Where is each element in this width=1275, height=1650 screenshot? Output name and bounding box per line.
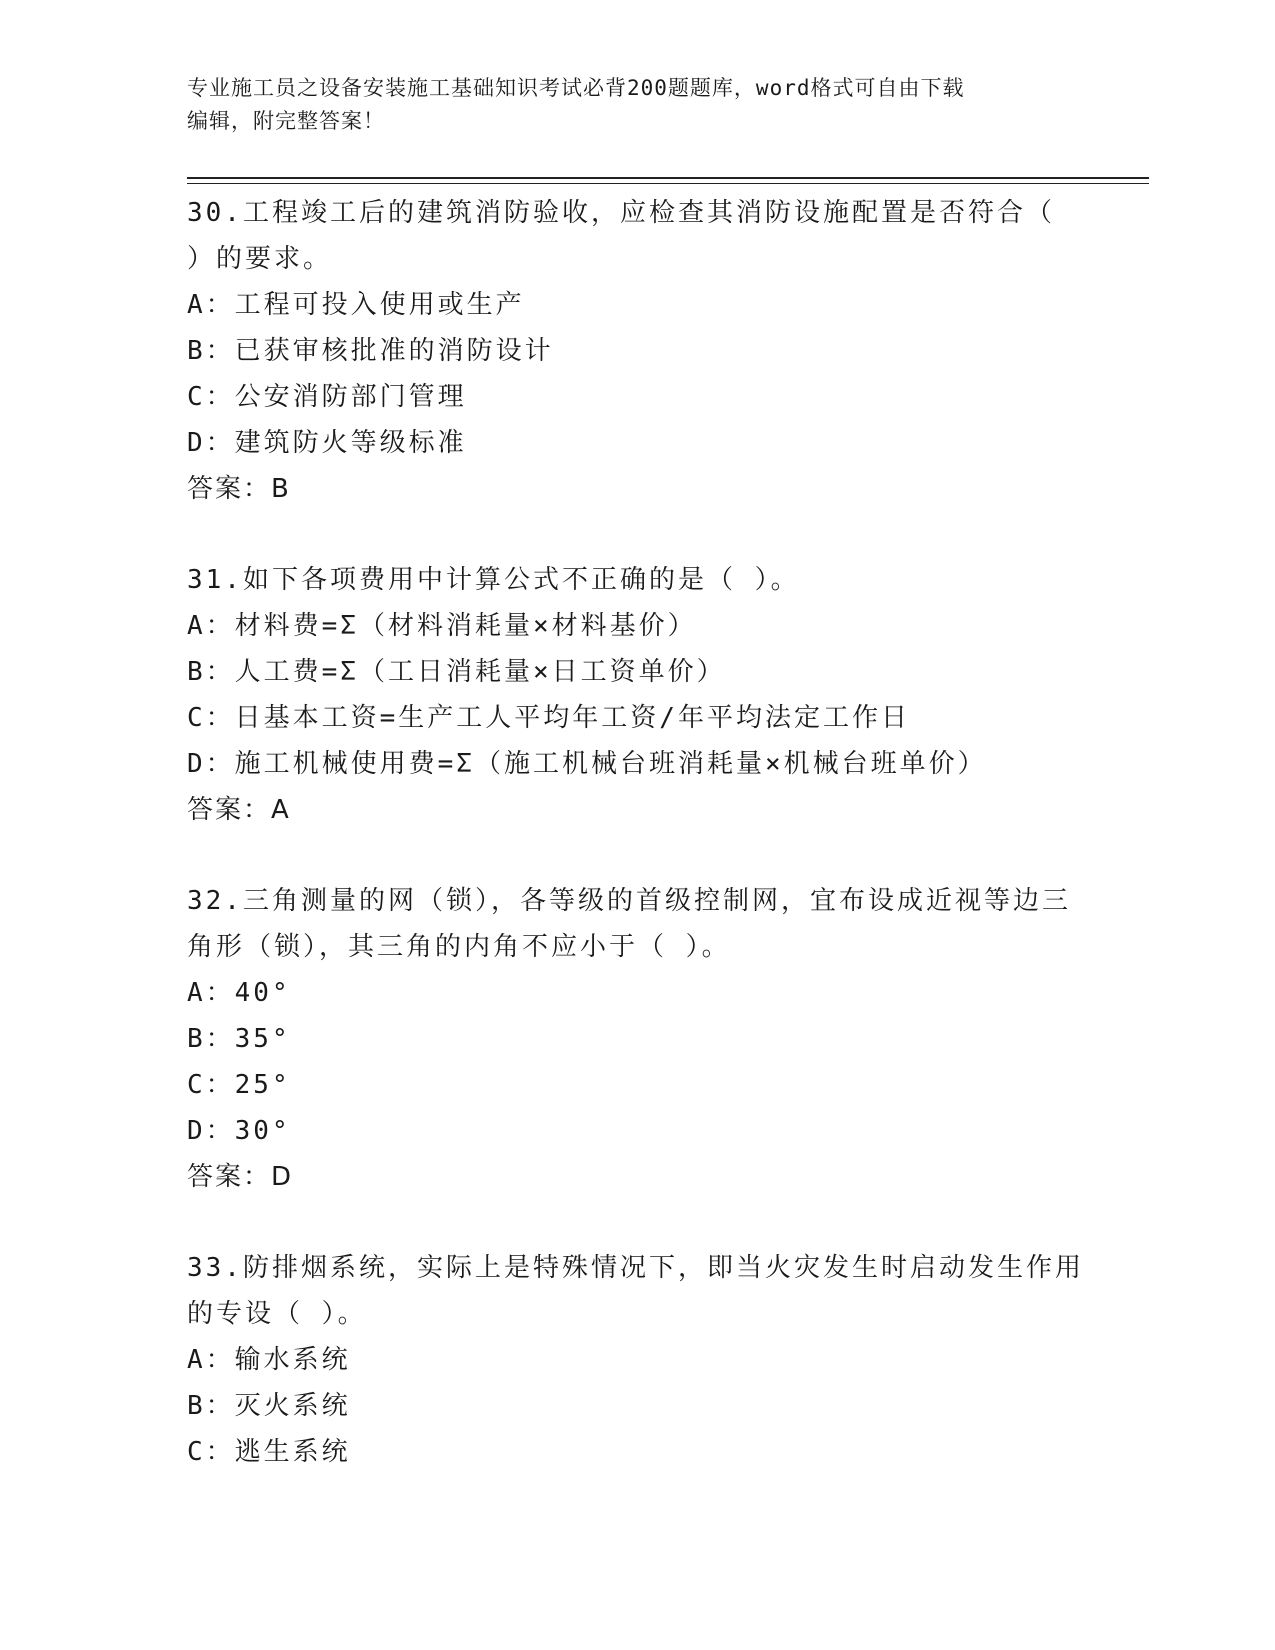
question-stem-continued: 的专设（ ）。: [187, 1299, 367, 1329]
option-a: A：工程可投入使用或生产: [187, 290, 525, 320]
option-d: D：30°: [187, 1116, 291, 1146]
question-stem: 30.工程竣工后的建筑消防验收，应检查其消防设施配置是否符合（: [187, 198, 1055, 228]
question-31: [187, 557, 1087, 833]
question-stem-continued: ）的要求。: [187, 244, 333, 274]
option-a: A：40°: [187, 978, 291, 1008]
answer-label: 答案：B: [187, 474, 291, 504]
question-stem-continued: 角形（锁），其三角的内角不应小于（ ）。: [187, 932, 731, 962]
question-stem: 32.三角测量的网（锁），各等级的首级控制网，宜布设成近视等边三: [187, 886, 1071, 916]
question-list: [187, 190, 1087, 1475]
question-stem: 33.防排烟系统，实际上是特殊情况下，即当火灾发生时启动发生作用: [187, 1253, 1084, 1283]
option-c: C：25°: [187, 1070, 291, 1100]
question-32: [187, 878, 1087, 1200]
option-b: B：35°: [187, 1024, 291, 1054]
option-a: A：材料费=Σ（材料消耗量×材料基价）: [187, 611, 697, 641]
option-c: C：逃生系统: [187, 1437, 351, 1467]
question-30: [187, 190, 1087, 512]
header-line-1: 专业施工员之设备安装施工基础知识考试必背200题题库，word格式可自由下载: [187, 76, 965, 100]
option-b: B：已获审核批准的消防设计: [187, 336, 554, 366]
answer-label: 答案：D: [187, 1162, 294, 1192]
question-33: [187, 1245, 1087, 1475]
header-divider-thin: [187, 183, 1149, 184]
header-line-2: 编辑，附完整答案！: [187, 109, 385, 133]
question-stem: 31.如下各项费用中计算公式不正确的是（ ）。: [187, 565, 800, 595]
option-d: D：施工机械使用费=Σ（施工机械台班消耗量×机械台班单价）: [187, 749, 987, 779]
option-b: B：人工费=Σ（工日消耗量×日工资单价）: [187, 657, 726, 687]
option-a: A：输水系统: [187, 1345, 351, 1375]
answer-label: 答案：A: [187, 795, 291, 825]
document-header: [187, 72, 1087, 138]
option-c: C：日基本工资=生产工人平均年工资/年平均法定工作日: [187, 703, 910, 733]
option-b: B：灭火系统: [187, 1391, 351, 1421]
header-divider-thick: [187, 177, 1149, 179]
option-d: D：建筑防火等级标准: [187, 428, 467, 458]
option-c: C：公安消防部门管理: [187, 382, 467, 412]
